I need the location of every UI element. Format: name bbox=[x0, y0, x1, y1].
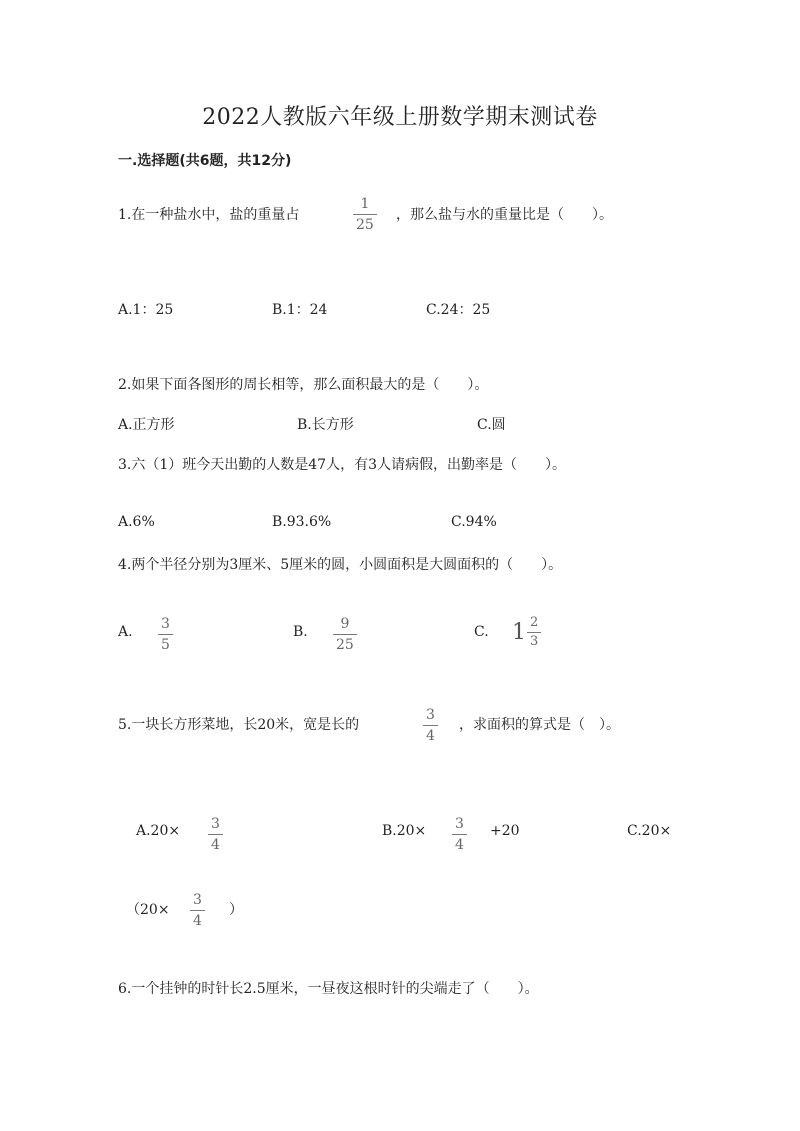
fraction-bar bbox=[333, 634, 357, 635]
question-4-option-b-fraction bbox=[333, 616, 357, 653]
fraction-bar bbox=[423, 725, 438, 726]
question-3-option-c: C.94% bbox=[451, 514, 497, 530]
fraction-bar bbox=[208, 834, 223, 835]
question-1-option-b: B.1：24 bbox=[272, 302, 328, 318]
question-1-prefix: 1.在一种盐水中，盐的重量占 bbox=[118, 207, 300, 223]
fraction-denominator: 4 bbox=[455, 837, 464, 853]
question-4-option-b-label: B. bbox=[293, 624, 308, 640]
question-2-option-a: A.正方形 bbox=[118, 417, 175, 433]
question-2-text: 2.如果下面各图形的周长相等，那么面积最大的是（ ）。 bbox=[118, 377, 489, 393]
question-3-option-a: A.6% bbox=[118, 514, 155, 530]
question-5-option-c-fraction bbox=[190, 892, 205, 929]
page-title: 2022人教版六年级上册数学期末测试卷 bbox=[202, 105, 598, 130]
fraction-denominator: 5 bbox=[161, 637, 170, 653]
question-5-option-c-cont-after: ） bbox=[229, 902, 243, 918]
fraction-denominator: 3 bbox=[530, 634, 539, 649]
question-4-option-c-mixed-number bbox=[512, 616, 541, 649]
fraction-bar bbox=[527, 632, 541, 633]
fraction-bar bbox=[353, 214, 377, 215]
question-4-option-a-fraction bbox=[158, 616, 173, 653]
fraction-denominator: 25 bbox=[336, 637, 354, 653]
mixed-fraction bbox=[527, 616, 541, 649]
question-5-suffix: ，求面积的算式是（ ）。 bbox=[459, 717, 620, 733]
question-5-option-a-fraction bbox=[208, 816, 223, 853]
question-1-option-a: A.1：25 bbox=[118, 302, 174, 318]
fraction-numerator: 9 bbox=[340, 616, 350, 632]
question-2-option-b: B.长方形 bbox=[297, 417, 354, 433]
fraction-numerator: 3 bbox=[455, 816, 464, 832]
question-5-option-a-text: A.20× bbox=[136, 823, 181, 839]
fraction-numerator: 3 bbox=[193, 892, 202, 908]
fraction-numerator: 2 bbox=[530, 615, 539, 630]
question-6-text: 6.一个挂钟的时针长2.5厘米，一昼夜这根时针的尖端走了（ ）。 bbox=[118, 981, 539, 997]
question-3-option-b: B.93.6% bbox=[272, 514, 332, 530]
question-5-option-b-text: B.20× bbox=[382, 823, 427, 839]
fraction-denominator: 4 bbox=[193, 913, 202, 929]
question-2-option-c: C.圆 bbox=[477, 417, 506, 433]
question-4-option-a-label: A. bbox=[118, 624, 133, 640]
fraction-numerator: 3 bbox=[211, 816, 220, 832]
fraction-numerator: 1 bbox=[360, 196, 370, 212]
fraction-denominator: 4 bbox=[426, 728, 435, 744]
fraction-numerator: 3 bbox=[426, 707, 435, 723]
section-heading: 一.选择题(共6题，共12分) bbox=[118, 153, 292, 169]
fraction-denominator: 25 bbox=[356, 217, 374, 233]
question-5-prefix: 5.一块长方形菜地，长20米，宽是长的 bbox=[118, 717, 360, 733]
fraction-bar bbox=[158, 634, 173, 635]
question-1-option-c: C.24：25 bbox=[426, 302, 491, 318]
question-3-text: 3.六（1）班今天出勤的人数是47人，有3人请病假，出勤率是（ ）。 bbox=[118, 457, 566, 473]
fraction-numerator: 3 bbox=[161, 616, 170, 632]
question-5-option-b-after: +20 bbox=[490, 823, 520, 839]
question-5-option-c-cont-before: （20× bbox=[126, 902, 170, 918]
fraction-bar bbox=[452, 834, 467, 835]
fraction-denominator: 4 bbox=[211, 837, 220, 853]
question-1-fraction bbox=[353, 196, 377, 233]
question-5-option-c-text: C.20× bbox=[627, 823, 672, 839]
fraction-bar bbox=[190, 910, 205, 911]
question-4-option-c-label: C. bbox=[474, 624, 489, 640]
question-5-fraction bbox=[423, 707, 438, 744]
question-1-suffix: ，那么盐与水的重量比是（ ）。 bbox=[396, 207, 613, 223]
question-5-option-b-fraction bbox=[452, 816, 467, 853]
question-4-text: 4.两个半径分别为3厘米、5厘米的圆，小圆面积是大圆面积的（ ）。 bbox=[118, 557, 563, 573]
mixed-whole: 1 bbox=[512, 620, 526, 645]
